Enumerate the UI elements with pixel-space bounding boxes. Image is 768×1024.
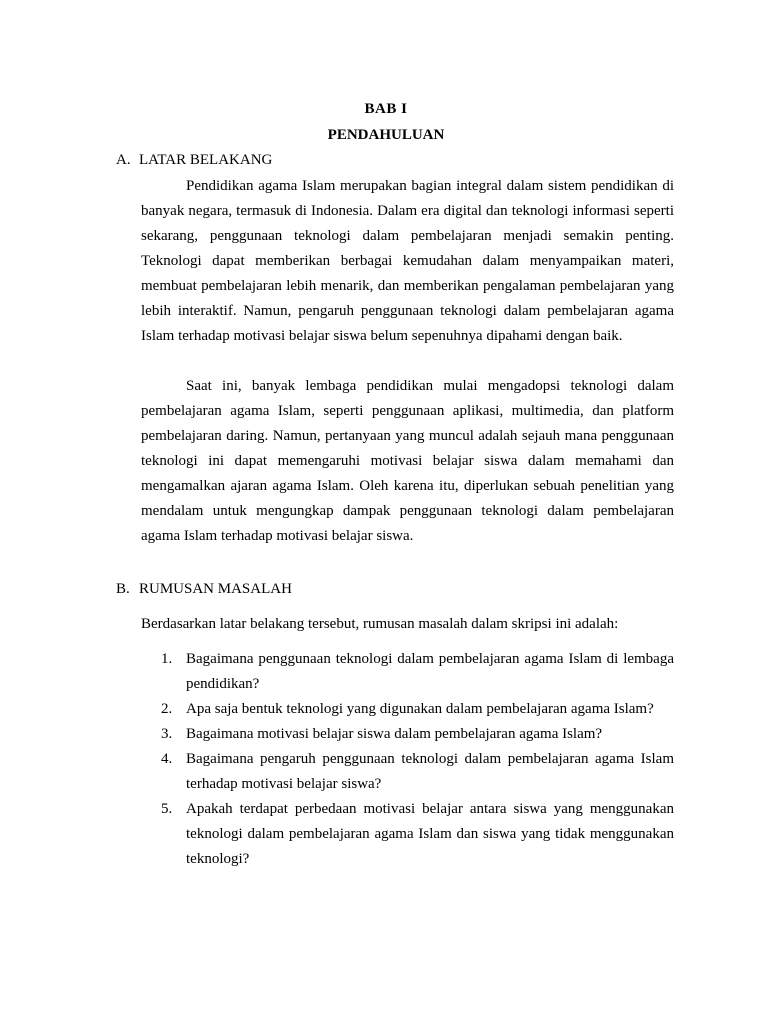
latar-belakang-paragraph-2: Saat ini, banyak lembaga pendidikan mulai mengadopsi teknologi dalam pembelajaran agama Islam, seperti penggunaan aplikasi, multimedia, dan platform pembelajaran daring. Namun, pertanyaan yang muncul adalah sejauh mana penggunaan teknologi ini dapat memengaruhi motivasi belajar siswa dalam memahami dan mengamalkan ajaran agama Islam. Oleh karena itu, diperlukan sebuah penelitian yang mendalam untuk mengungkap dampak penggunaan teknologi dalam pembelajaran agama Islam terhadap motivasi belajar siswa. — [141, 378, 674, 544]
list-item-text: Bagaimana motivasi belajar siswa dalam pembelajaran agama Islam? — [186, 726, 603, 742]
chapter-number: BAB I — [364, 101, 408, 117]
list-item-text: Apakah terdapat perbedaan motivasi belajar antara siswa yang menggunakan teknologi dalam pembelajaran agama Islam dan siswa yang tidak menggunakan teknologi? — [186, 801, 674, 867]
section-b-heading — [116, 579, 292, 599]
list-item-number: 5. — [161, 801, 173, 817]
section-a-title: LATAR BELAKANG — [139, 152, 273, 168]
list-item-text: Bagaimana penggunaan teknologi dalam pembelajaran agama Islam di lembaga pendidikan? — [186, 651, 674, 692]
list-item-text: Apa saja bentuk teknologi yang digunakan dalam pembelajaran agama Islam? — [186, 701, 654, 717]
list-item — [141, 647, 674, 697]
research-questions-list — [141, 647, 674, 872]
section-a-heading — [116, 150, 272, 170]
list-item-number: 3. — [161, 726, 173, 742]
list-item — [141, 697, 674, 722]
section-a-letter: A. — [116, 152, 131, 168]
list-item — [141, 747, 674, 797]
latar-belakang-paragraph-1: Pendidikan agama Islam merupakan bagian integral dalam sistem pendidikan di banyak negara, termasuk di Indonesia. Dalam era digital dan teknologi informasi seperti sekarang, penggunaan teknologi dalam pembelajaran menjadi semakin penting. Teknologi dapat memberikan berbagai kemudahan dalam menyampaikan materi, membuat pembelajaran lebih menarik, dan memberikan pengalaman pembelajaran yang lebih interaktif. Namun, pengaruh penggunaan teknologi dalam pembelajaran agama Islam terhadap motivasi belajar siswa belum sepenuhnya dipahami dengan baik. — [141, 178, 674, 344]
list-item-number: 4. — [161, 751, 173, 767]
section-b-title: RUMUSAN MASALAH — [139, 581, 292, 597]
section-b-letter: B. — [116, 581, 130, 597]
list-item — [141, 797, 674, 872]
list-item-text: Bagaimana pengaruh penggunaan teknologi dalam pembelajaran agama Islam terhadap motivasi belajar siswa? — [186, 751, 674, 792]
rumusan-masalah-intro: Berdasarkan latar belakang tersebut, rumusan masalah dalam skripsi ini adalah: — [141, 616, 619, 632]
list-item-number: 2. — [161, 701, 173, 717]
list-item-number: 1. — [161, 651, 173, 667]
chapter-title: PENDAHULUAN — [327, 127, 445, 143]
list-item — [141, 722, 674, 747]
